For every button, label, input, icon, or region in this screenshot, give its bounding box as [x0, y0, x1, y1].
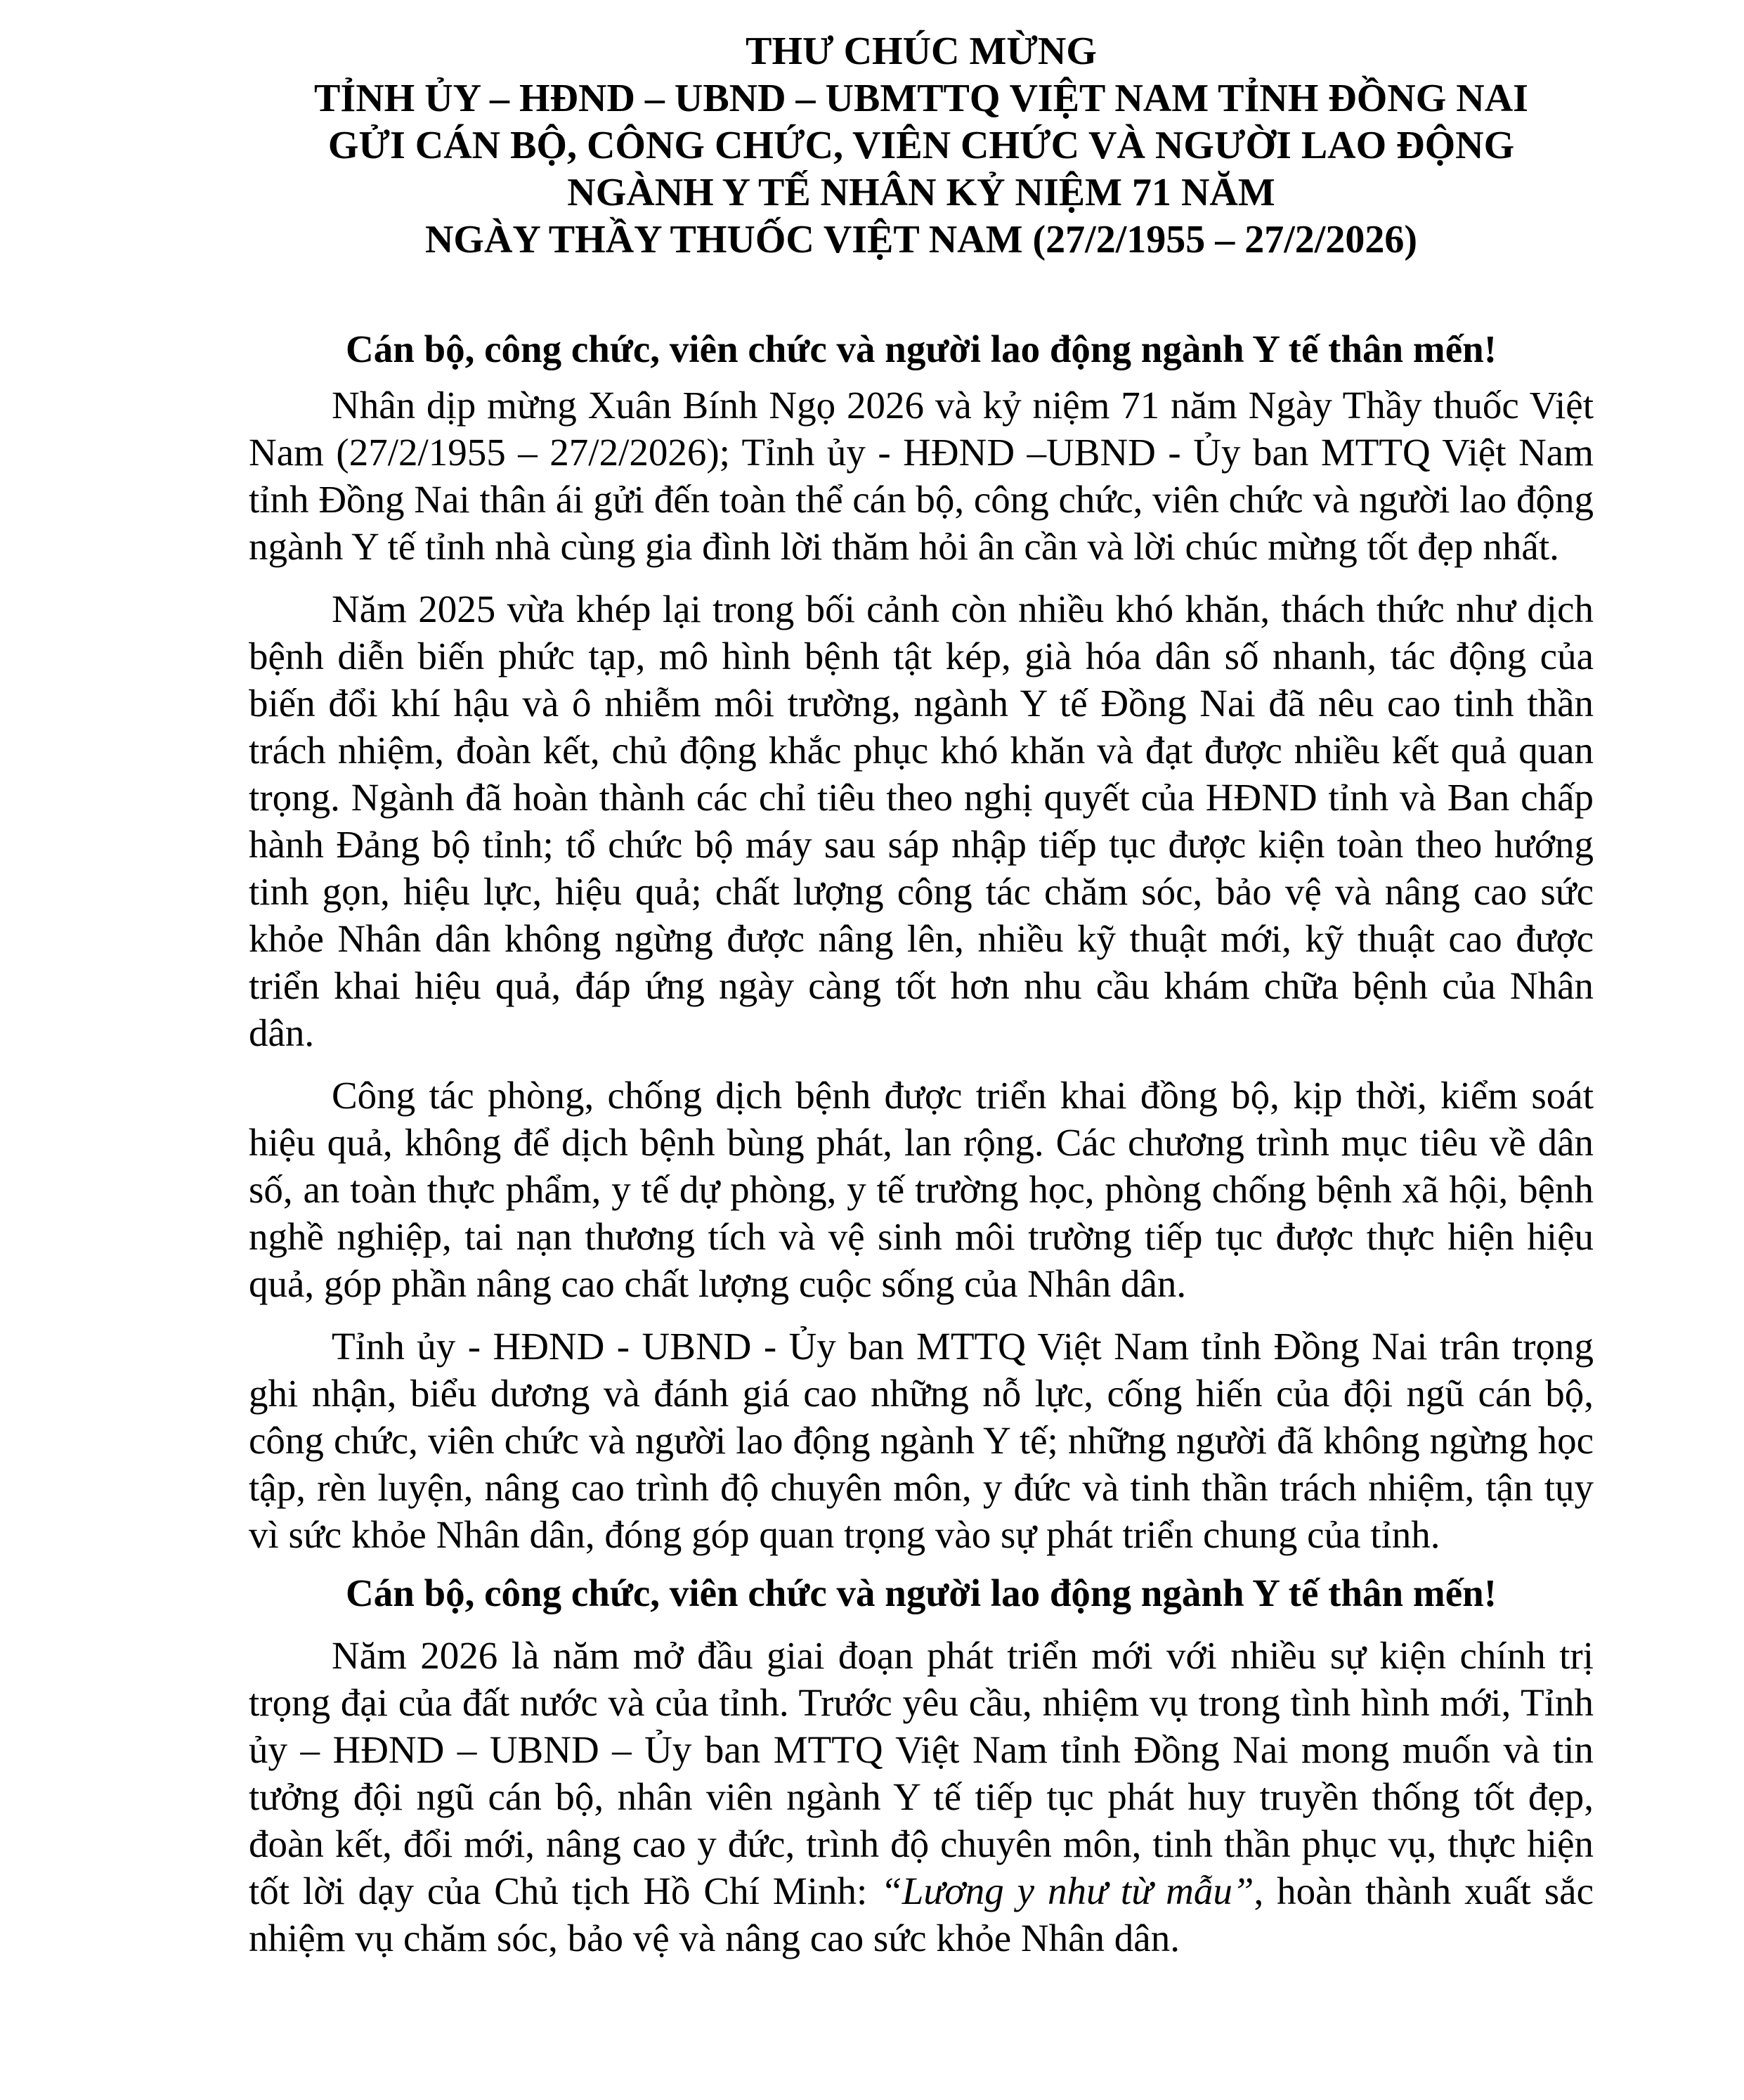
- paragraph-disease-prevention: Công tác phòng, chống dịch bệnh được triển khai đồng bộ, kịp thời, kiểm soát hiệu quả, không để dịch bệnh bùng phát, lan rộng. Các chương trình mục tiêu về dân số, an toàn thực phẩm, y tế dự phòng, y tế trường học, phòng chống bệnh xã hội, bệnh nghề nghiệp, tai nạn thương tích và vệ sinh môi trường tiếp tục được thực hiện hiệu quả, góp phần nâng cao chất lượng cuộc sống của Nhân dân.: [249, 1074, 1594, 1305]
- paragraph-2026-closing: , hoàn thành xuất sắc nhiệm vụ chăm sóc, bảo vệ và nâng cao sức khỏe Nhân dân.: [249, 1869, 1594, 1959]
- paragraph-new-year-wishes: Nhân dịp mừng Xuân Bính Ngọ 2026 và kỷ niệm 71 năm Ngày Thầy thuốc Việt Nam (27/2/1955 – 27/2/2026); Tỉnh ủy - HĐND –UBND - Ủy ban MTTQ Việt Nam tỉnh Đồng Nai thân ái gửi đến toàn thể cán bộ, công chức, viên chức và người lao động ngành Y tế tỉnh nhà cùng gia đình lời thăm hỏi ân cần và lời chúc mừng tốt đẹp nhất.: [249, 384, 1594, 568]
- letter-heading: [249, 28, 1594, 264]
- paragraph-recognition: Tỉnh ủy - HĐND - UBND - Ủy ban MTTQ Việt Nam tỉnh Đồng Nai trân trọng ghi nhận, biểu dương và đánh giá cao những nỗ lực, cống hiến của đội ngũ cán bộ, công chức, viên chức và người lao động ngành Y tế; những người đã không ngừng học tập, rèn luyện, nâng cao trình độ chuyên môn, y đức và tinh thần trách nhiệm, tận tụy vì sức khỏe Nhân dân, đóng góp quan trọng vào sự phát triển chung của tỉnh.: [249, 1325, 1594, 1556]
- paragraph-2025-results: Năm 2025 vừa khép lại trong bối cảnh còn nhiều khó khăn, thách thức như dịch bệnh diễn biến phức tạp, mô hình bệnh tật kép, già hóa dân số nhanh, tác động của biến đổi khí hậu và ô nhiễm môi trường, ngành Y tế Đồng Nai đã nêu cao tinh thần trách nhiệm, đoàn kết, chủ động khắc phục khó khăn và đạt được nhiều kết quả quan trọng. Ngành đã hoàn thành các chỉ tiêu theo nghị quyết của HĐND tỉnh và Ban chấp hành Đảng bộ tỉnh; tổ chức bộ máy sau sáp nhập tiếp tục được kiện toàn theo hướng tinh gọn, hiệu lực, hiệu quả; chất lượng công tác chăm sóc, bảo vệ và nâng cao sức khỏe Nhân dân không ngừng được nâng lên, nhiều kỹ thuật mới, kỹ thuật cao được triển khai hiệu quả, đáp ứng ngày càng tốt hơn nhu cầu khám chữa bệnh của Nhân dân.: [249, 588, 1594, 1054]
- paragraph-2026-expectations: [249, 1632, 1594, 1962]
- letter-page: [249, 28, 1594, 1962]
- heading-date: NGÀY THẦY THUỐC VIỆT NAM (27/2/1955 – 27/2/2026): [424, 218, 1418, 261]
- heading-recipients: GỬI CÁN BỘ, CÔNG CHỨC, VIÊN CHỨC VÀ NGƯỜI LAO ĐỘNG: [327, 124, 1515, 167]
- greeting-repeat: Cán bộ, công chức, viên chức và người lao động ngành Y tế thân mến!: [345, 1571, 1497, 1614]
- greeting-opening: Cán bộ, công chức, viên chức và người lao động ngành Y tế thân mến!: [345, 328, 1497, 370]
- heading-senders: TỈNH ỦY – HĐND – UBND – UBMTTQ VIỆT NAM TỈNH ĐỒNG NAI: [314, 77, 1528, 120]
- heading-title: THƯ CHÚC MỪNG: [746, 30, 1097, 73]
- heading-occasion: NGÀNH Y TẾ NHÂN KỶ NIỆM 71 NĂM: [567, 171, 1275, 214]
- paragraph-2026-text: Năm 2026 là năm mở đầu giai đoạn phát triển mới với nhiều sự kiện chính trị trọng đại của đất nước và của tỉnh. Trước yêu cầu, nhiệm vụ trong tình hình mới, Tỉnh ủy – HĐND – UBND – Ủy ban MTTQ Việt Nam tỉnh Đồng Nai mong muốn và tin tưởng đội ngũ cán bộ, nhân viên ngành Y tế tiếp tục phát huy truyền thống tốt đẹp, đoàn kết, đổi mới, nâng cao y đức, trình độ chuyên môn, tinh thần phục vụ, thực hiện tốt lời dạy của Chủ tịch Hồ Chí Minh:: [249, 1634, 1594, 1912]
- ho-chi-minh-quote: “Lương y như từ mẫu”: [880, 1869, 1254, 1912]
